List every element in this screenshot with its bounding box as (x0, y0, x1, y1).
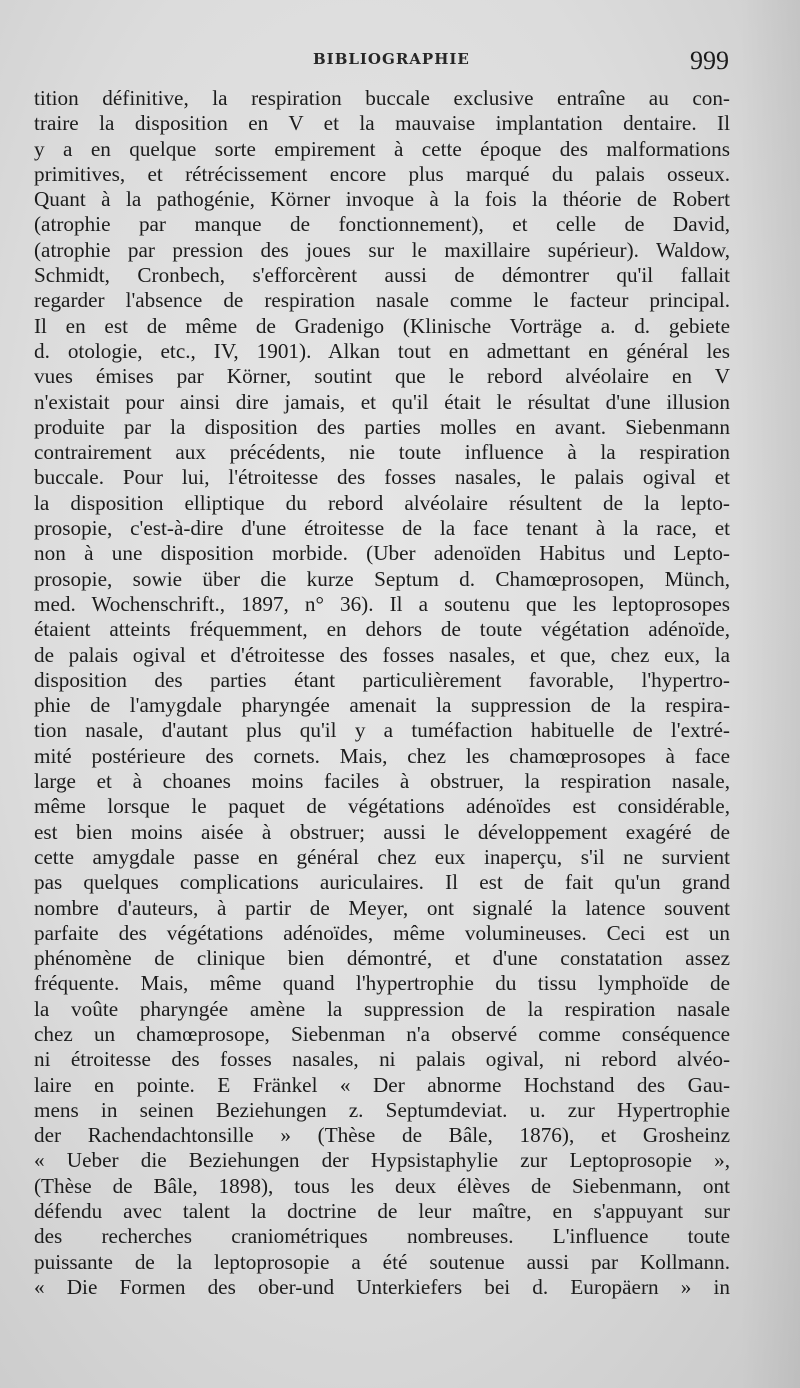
page-edge-shadow (740, 0, 800, 1388)
body-text (34, 86, 730, 1300)
text-line: de palais ogival et d'étroitesse des fosses nasales, et que, chez eux, la (34, 642, 730, 667)
text-line: cette amygdale passe en général chez eux inaperçu, s'il ne survient (34, 844, 730, 869)
text-line: laire en pointe. E Fränkel « Der abnorme Hochstand des Gau- (34, 1072, 730, 1097)
text-line: produite par la disposition des parties molles en avant. Siebenmann (34, 414, 730, 439)
text-line: tion nasale, d'autant plus qu'il y a tuméfaction habituelle de l'extré- (34, 718, 730, 743)
text-line: pas quelques complications auriculaires. Il est de fait qu'un grand (34, 870, 730, 895)
text-line: (atrophie par pression des joues sur le maxillaire supérieur). Waldow, (34, 237, 730, 262)
text-line: buccale. Pour lui, l'étroitesse des fosses nasales, le palais ogival et (34, 465, 730, 490)
text-line: même lorsque le paquet de végétations adénoïdes est considérable, (34, 794, 730, 819)
text-line: puissante de la leptoprosopie a été soutenue aussi par Kollmann. (34, 1249, 730, 1274)
text-line: der Rachendachtonsille » (Thèse de Bâle, 1876), et Grosheinz (34, 1123, 730, 1148)
text-line: regarder l'absence de respiration nasale comme le facteur principal. (34, 288, 730, 313)
text-line: y a en quelque sorte empirement à cette époque des malformations (34, 136, 730, 161)
text-line: vues émises par Körner, soutint que le rebord alvéolaire en V (34, 364, 730, 389)
text-line: Schmidt, Cronbech, s'efforcèrent aussi de démontrer qu'il fallait (34, 263, 730, 288)
text-line: large et à choanes moins faciles à obstruer, la respiration nasale, (34, 769, 730, 794)
text-line: chez un chamœprosope, Siebenman n'a observé comme conséquence (34, 1021, 730, 1046)
text-line: contrairement aux précédents, nie toute influence à la respiration (34, 440, 730, 465)
text-line: (Thèse de Bâle, 1898), tous les deux élèves de Siebenmann, ont (34, 1173, 730, 1198)
text-line: primitives, et rétrécissement encore plus marqué du palais osseux. (34, 161, 730, 186)
text-line: d. otologie, etc., IV, 1901). Alkan tout en admettant en général les (34, 338, 730, 363)
text-line: défendu avec talent la doctrine de leur maître, en s'appuyant sur (34, 1199, 730, 1224)
page-header (0, 44, 800, 84)
text-line: tition définitive, la respiration buccale exclusive entraîne au con- (34, 86, 730, 110)
text-line: ni étroitesse des fosses nasales, ni palais ogival, ni rebord alvéo- (34, 1047, 730, 1072)
text-line: prosopie, sowie über die kurze Septum d. Chamœprosopen, Münch, (34, 566, 730, 591)
text-line: Il en est de même de Gradenigo (Klinische Vorträge a. d. gebiete (34, 313, 730, 338)
text-line: traire la disposition en V et la mauvaise implantation dentaire. Il (34, 111, 730, 136)
text-line: mens in seinen Beziehungen z. Septumdeviat. u. zur Hypertrophie (34, 1097, 730, 1122)
page-number: 999 (690, 46, 729, 75)
text-line: non à une disposition morbide. (Uber adenoïden Habitus und Lepto- (34, 541, 730, 566)
text-line: phénomène de clinique bien démontré, et d'une constatation assez (34, 946, 730, 971)
text-line: la disposition elliptique du rebord alvéolaire résultent de la lepto- (34, 490, 730, 515)
text-line: des recherches craniométriques nombreuses. L'influence toute (34, 1224, 730, 1249)
running-head: BIBLIOGRAPHIE (313, 50, 470, 68)
text-line: phie de l'amygdale pharyngée amenait la suppression de la respira- (34, 693, 730, 718)
text-line: fréquente. Mais, même quand l'hypertrophie du tissu lymphoïde de (34, 971, 730, 996)
text-line: med. Wochenschrift., 1897, n° 36). Il a soutenu que les leptoprosopes (34, 591, 730, 616)
text-line: Quant à la pathogénie, Körner invoque à la fois la théorie de Robert (34, 187, 730, 212)
text-line: n'existait pour ainsi dire jamais, et qu'il était le résultat d'une illusion (34, 389, 730, 414)
text-line: la voûte pharyngée amène la suppression de la respiration nasale (34, 996, 730, 1021)
text-line: étaient atteints fréquemment, en dehors de toute végétation adénoïde, (34, 617, 730, 642)
text-line: prosopie, c'est-à-dire d'une étroitesse de la face tenant à la race, et (34, 516, 730, 541)
text-line: nombre d'auteurs, à partir de Meyer, ont signalé la latence souvent (34, 895, 730, 920)
text-line: « Die Formen des ober-und Unterkiefers bei d. Europäern » in (34, 1274, 730, 1299)
text-line: parfaite des végétations adénoïdes, même volumineuses. Ceci est un (34, 920, 730, 945)
text-line: est bien moins aisée à obstruer; aussi le développement exagéré de (34, 819, 730, 844)
text-line: « Ueber die Beziehungen der Hypsistaphylie zur Leptoprosopie », (34, 1148, 730, 1173)
text-line: disposition des parties étant particulièrement favorable, l'hypertro- (34, 667, 730, 692)
text-line: mité postérieure des cornets. Mais, chez les chamœprosopes à face (34, 743, 730, 768)
text-line: (atrophie par manque de fonctionnement), et celle de David, (34, 212, 730, 237)
